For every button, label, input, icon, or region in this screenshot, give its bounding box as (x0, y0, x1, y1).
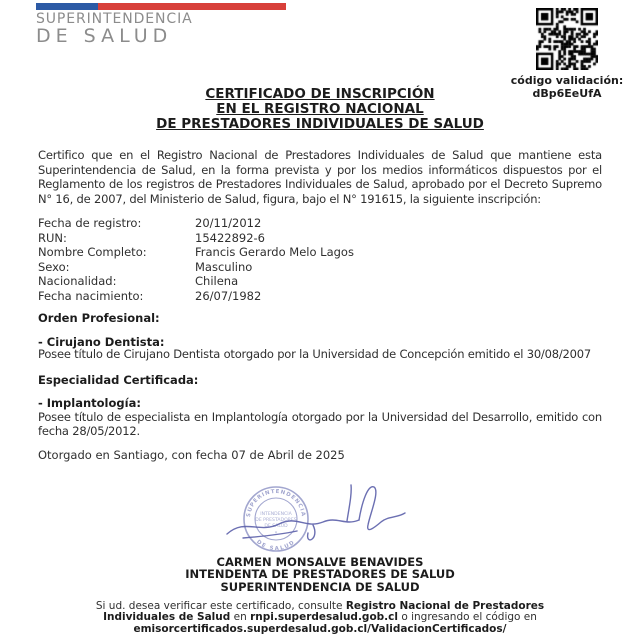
title-line-2: EN EL REGISTRO NACIONAL (216, 101, 424, 117)
verification-footer (80, 601, 560, 635)
qr-validation-label: código validación: (510, 74, 624, 87)
logo-text-superintendencia: SUPERINTENDENCIA (36, 11, 193, 27)
svg-text:DE SALUD (255, 539, 297, 552)
chile-flag-bar (36, 3, 286, 10)
round-seal-icon (244, 487, 308, 552)
title-line-3: DE PRESTADORES INDIVIDUALES DE SALUD (156, 116, 484, 132)
field-value: 15422892-6 (195, 230, 265, 245)
qr-code-icon (536, 8, 598, 70)
field-value: Chilena (195, 274, 239, 289)
signer-block (0, 556, 640, 593)
registration-fields (38, 216, 538, 304)
signature-icon (227, 485, 405, 540)
field-value: Francis Gerardo Melo Lagos (195, 245, 354, 260)
footer-text: Si ud. desea verificar este certificado, consulte (95, 600, 346, 612)
footer-registry-name: Registro Nacional de Prestadores Individuales de Salud (103, 600, 545, 624)
field-label: RUN: (38, 230, 67, 245)
section-heading-orden-profesional: Orden Profesional: (38, 311, 160, 325)
item-text-cirujano-dentista: Posee título de Cirujano Dentista otorgado por la Universidad de Concepción emitido el 30/08/2007 (38, 347, 591, 361)
logo-text-de-salud: DE SALUD (36, 25, 173, 47)
svg-text:*: * (274, 531, 278, 537)
flag-blue-segment (36, 3, 98, 10)
field-label: Nombre Completo: (38, 245, 147, 260)
official-stamp-signature-graphic (213, 476, 427, 562)
footer-text: o ingresando el código en (398, 611, 537, 624)
field-value: 20/11/2012 (195, 216, 262, 230)
certificate-title (0, 87, 640, 132)
field-label: Sexo: (38, 259, 70, 274)
signer-title-2: SUPERINTENDENCIA DE SALUD (220, 579, 420, 594)
stamp-center-line-3: DE SALUD (264, 524, 288, 529)
stamp-and-signature (213, 476, 427, 562)
stamp-ring-bottom-text: DE SALUD (255, 539, 297, 553)
field-label: Fecha de registro: (38, 216, 142, 230)
stamp-ring-top-text: SUPERINTENDENCIA (245, 488, 307, 518)
footer-url-rnpi: rnpi.superdesalud.gob.cl (250, 611, 398, 624)
title-line-1: CERTIFICADO DE INSCRIPCIÓN (205, 86, 435, 102)
certificate-intro-paragraph: Certifico que en el Registro Nacional de Prestadores Individuales de Salud que mantiene esta Superintendencia de Salud, en la forma prevista y por los medios informáticos dispuestos por el Reglamento de los registros de Prestadores Individuales de Salud, aprobado por el Decreto Supremo N° 16, de 2007, del Ministerio de Salud, figura, bajo el N° 191615, la siguiente inscripción: (38, 148, 602, 206)
signer-name: CARMEN MONSALVE BENAVIDES (216, 555, 424, 569)
field-label: Nacionalidad: (38, 274, 117, 289)
field-value: 26/07/1982 (195, 288, 262, 303)
stamp-center-line-1: INTENDENCIA (260, 512, 292, 517)
field-value: Masculino (195, 259, 253, 274)
field-label: Fecha nacimiento: (38, 288, 144, 303)
flag-red-segment (98, 3, 286, 10)
stamp-center-line-2: DE PRESTADORES (255, 518, 297, 523)
qr-validation-code: dBp6EeUfA (532, 87, 602, 100)
section-heading-especialidad-certificada: Especialidad Certificada: (38, 373, 199, 387)
issued-line: Otorgado en Santiago, con fecha 07 de Abril de 2025 (38, 448, 345, 462)
footer-url-validation: emisorcertificados.superdesalud.gob.cl/ValidacionCertificados/ (133, 622, 507, 635)
footer-text: en (230, 611, 251, 624)
signer-title-1: INTENDENTA DE PRESTADORES DE SALUD (185, 567, 455, 582)
item-text-implantologia: Posee título de especialista en Implantología otorgado por la Universidad del Desarrollo, emitido con fecha 28/05/2012. (38, 410, 602, 439)
item-title-cirujano-dentista: - Cirujano Dentista: (38, 335, 165, 349)
item-title-implantologia: - Implantología: (38, 396, 141, 410)
